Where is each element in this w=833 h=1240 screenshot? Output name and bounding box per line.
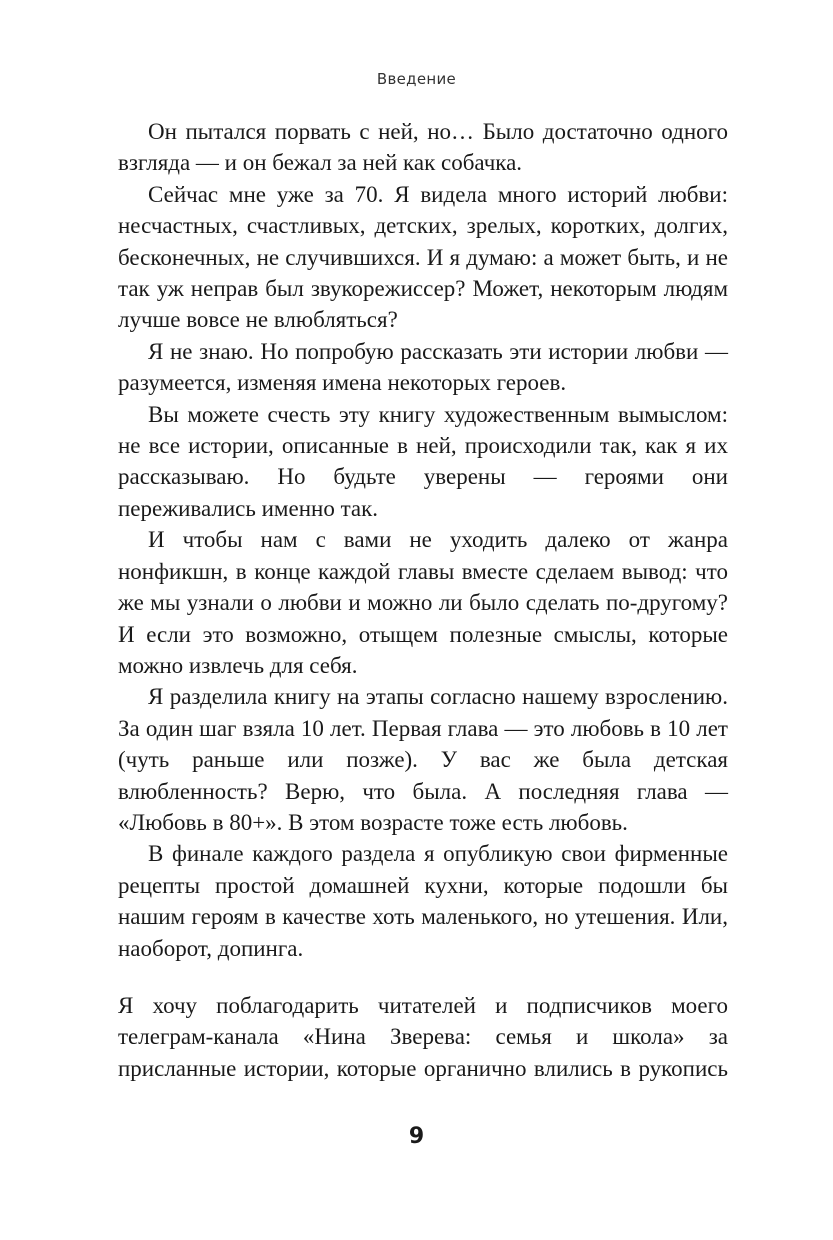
paragraph: Вы можете счесть эту книгу художественным вымыслом: не все истории, описанные в ней, происходили так, как я их рассказываю. Но будьте уверены — героями они переживались именно так. <box>118 401 728 521</box>
paragraph: Сейчас мне уже за 70. Я видела много историй любви: несчастных, счастливых, детских, зрелых, коротких, долгих, бесконечных, не случившихся. И я думаю: а может быть, и не так уж неправ был звукорежиссер? Может, некоторым людям лучше вовсе не влюбляться? <box>118 181 728 333</box>
paragraph: Я не знаю. Но попробую рассказать эти истории любви — разумеется, изменяя имена некоторых героев. <box>118 338 728 396</box>
paragraph: Он пытался порвать с ней, но… Было достаточно одного взгляда — и он бежал за ней как собачка. <box>118 119 728 176</box>
paragraph: Я разделила книгу на этапы согласно нашему взрослению. За один шаг взяла 10 лет. Первая глава — это любовь в 10 лет (чуть раньше или позже). У вас же была детская влюбленность? Верю, что была. А последняя глава — «Любовь в 80+». В этом возрасте тоже есть любовь. <box>118 684 728 835</box>
paragraph: В финале каждого раздела я опубликую свои фирменные рецепты простой домашней кухни, которые подошли бы нашим героям в качестве хоть маленького, но утешения. Или, наоборот, допинга. <box>118 841 728 961</box>
page-number: 9 <box>408 1124 425 1149</box>
acknowledgement-section <box>118 990 728 1084</box>
running-head: Введение <box>376 70 457 88</box>
body-text <box>118 116 728 964</box>
acknowledgement-paragraph: Я хочу поблагодарить читателей и подписчиков моего телеграм-канала «Нина Зверева: семья и школа» за присланные истории, которые органично влились в рукопись <box>118 993 728 1081</box>
paragraph: И чтобы нам с вами не уходить далеко от жанра нонфикшн, в конце каждой главы вместе сделаем вывод: что же мы узнали о любви и можно ли было сделать по-другому? И если это возможно, отыщем полезные смыслы, которые можно извлечь для себя. <box>118 527 728 678</box>
